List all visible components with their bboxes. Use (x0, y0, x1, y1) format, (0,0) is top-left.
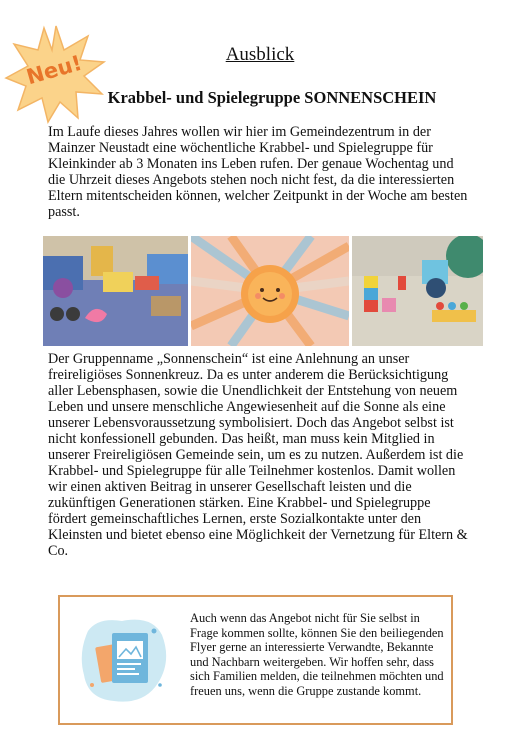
photo-sun-mural (191, 236, 349, 346)
intro-paragraph: Im Laufe dieses Jahres wollen wir hier im Gemeindezentrum in der Mainzer Neustadt eine wöchentliche Krabbel- und Spielegruppe für Kleinkinder ab 3 Monaten ins Leben rufen. Der genaue Wochentag und die Uhrzeit dieses Angebots stehen noch nicht fest, da die interessierten Eltern mitentscheiden können, welcher Zeitpunkt in der Woche am besten passt. (48, 124, 468, 220)
subtitle: Krabbel- und Spielegruppe SONNENSCHEIN (107, 88, 437, 107)
section-title: Ausblick (225, 44, 295, 65)
note-text: Auch wenn das Angebot nicht für Sie selbst in Frage kommen sollte, können Sie den beiliegenden Flyer gerne an interessierte Verwandte, Bekannte und Nachbarn weitergeben. Wir hoffen sehr, dass sich Familien melden, die teilnehmen möchten und freuen uns, wenn die Gruppe zustande kommt. (190, 611, 444, 698)
body-paragraph: Der Gruppenname „Sonnenschein“ ist eine Anlehnung an unser freireligiöses Sonnenkreuz. Da es unter anderem die Berücksichtigung aller Lebensphasen, sowie die Unendlichkeit der Entstehung von neuem Leben und unsere menschliche Angewiesenheit auf die Sonne als eine unserer Lebensvoraussetzung symbolisiert. Doch das Angebot selbst ist nicht konfessionell gebunden. Das heißt, man muss kein Mitglied in unserer Freireligiösen Gemeinde sein, um es zu nutzen. Außerdem ist die Krabbel- und Spielegruppe für alle Teilnehmer kostenlos. Damit wollen wir einen aktiven Beitrag in unserer Gesellschaft leisten und die zukünftigen Generationen stärken. Eine Krabbel- und Spielegruppe fördert gemeinschaftliches Lernen, erste Sozialkontakte unter den Kleinsten und bietet ebenso eine Möglichkeit der Vernetzung für Eltern & Co. (48, 351, 468, 559)
photo-toys (352, 236, 483, 346)
photo-play-room (43, 236, 188, 346)
new-badge-label: Neu! (23, 50, 85, 90)
flyer-document-icon (74, 611, 174, 711)
info-note-box (58, 595, 453, 725)
new-badge (4, 22, 108, 126)
photo-strip (43, 236, 483, 346)
